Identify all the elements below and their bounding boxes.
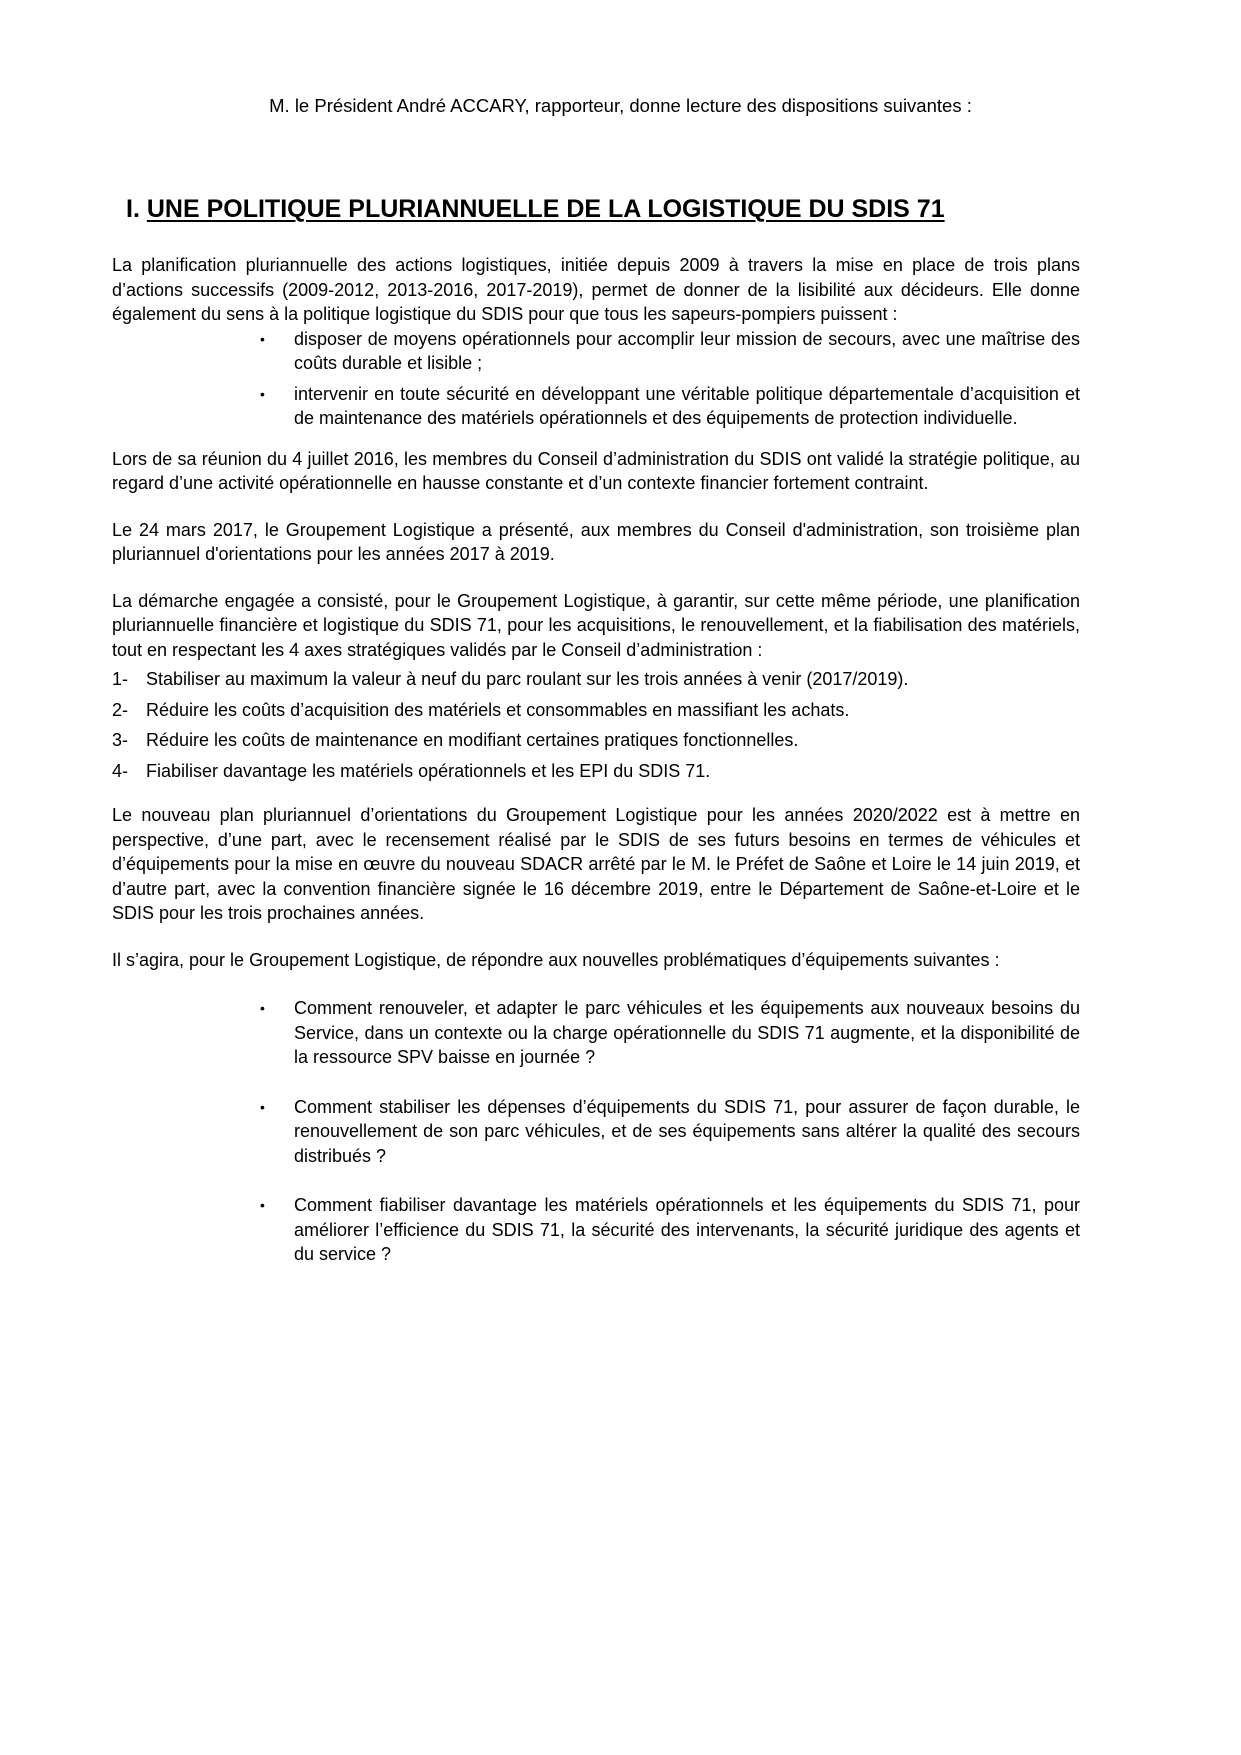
bullet-icon: • [260,330,265,347]
paragraph-planification: La planification pluriannuelle des actions logistiques, initiée depuis 2009 à travers la mise en place de trois plans d’actions successifs (2009-2012, 2013-2016, 2017-2019), permet de donner de la lisibilité aux décideurs. Elle donne également du sens à la politique logistique du SDIS pour que tous les sapeurs-pompiers puissent : [112,255,1080,324]
bullet-text: Comment fiabiliser davantage les matériels opérationnels et les équipements du SDIS 71, pour améliorer l’efficience du SDIS 71, la sécurité des intervenants, la sécurité juridique des agents et du service ? [294,1195,1080,1264]
axis-item [112,759,1080,784]
axis-item [112,728,1080,753]
axis-number: 3- [112,730,129,750]
bullet-item [260,327,1080,376]
axis-item [112,698,1080,723]
intro-line: M. le Président André ACCARY, rapporteur, donne lecture des dispositions suivantes : [269,95,972,116]
bullet-item [260,996,1080,1070]
paragraph-problematiques: Il s’agira, pour le Groupement Logistique, de répondre aux nouvelles problématiques d’équipements suivantes : [112,949,1000,970]
axis-number: 1- [112,669,129,689]
bullet-text: intervenir en toute sécurité en développant une véritable politique départementale d’acquisition et de maintenance des matériels opérationnels et des équipements de protection individuelle. [294,383,1080,428]
paragraph-nouveau-plan: Le nouveau plan pluriannuel d’orientations du Groupement Logistique pour les années 2020/2022 est à mettre en perspective, d’une part, avec le recensement réalisé par le SDIS de ses futurs besoins en termes de véhicules et d’équipements pour la mise en œuvre du nouveau SDACR arrêté par le M. le Préfet de Saône et Loire le 14 juin 2019, et d’autre part, avec la convention financière signée le 16 décembre 2019, entre le Département de Saône-et-Loire et le SDIS pour les trois prochaines années. [112,805,1080,923]
bullet-item [260,382,1080,431]
axis-item [112,667,1080,692]
bullet-text: disposer de moyens opérationnels pour accomplir leur mission de secours, avec une maîtrise des coûts durable et lisible ; [294,328,1080,373]
bullet-text: Comment renouveler, et adapter le parc véhicules et les équipements aux nouveaux besoins du Service, dans un contexte ou la charge opérationnelle du SDIS 71 augmente, et la disponibilité de la ressource SPV baisse en journée ? [294,998,1080,1067]
axis-text: Réduire les coûts d’acquisition des matériels et consommables en massifiant les achats. [146,699,850,720]
axis-text: Fiabiliser davantage les matériels opérationnels et les EPI du SDIS 71. [146,760,711,781]
bullet-icon: • [260,1000,265,1016]
bullet-icon: • [260,385,265,402]
paragraph-reunion: Lors de sa réunion du 4 juillet 2016, les membres du Conseil d’administration du SDIS ont validé la stratégie politique, au regard d’une activité opérationnelle en hausse constante et d’un contexte financier fortement contraint. [112,448,1080,493]
bullet-list-questions [112,996,1080,1267]
section-number: I. [126,195,140,223]
axis-number: 2- [112,699,129,720]
paragraph-plan-2017: Le 24 mars 2017, le Groupement Logistique a présenté, aux membres du Conseil d'administration, son troisième plan pluriannuel d'orientations pour les années 2017 à 2019. [112,519,1080,564]
bullet-list-objectives [112,327,1080,431]
paragraph-demarche: La démarche engagée a consisté, pour le Groupement Logistique, à garantir, sur cette même période, une planification pluriannuelle financière et logistique du SDIS 71, pour les acquisitions, le renouvellement, et la fiabilisation des matériels, tout en respectant les 4 axes stratégiques validés par le Conseil d’administration : [112,590,1080,660]
section-heading [126,193,945,225]
section-title: UNE POLITIQUE PLURIANNUELLE DE LA LOGISTIQUE DU SDIS 71 [146,195,945,223]
bullet-icon: • [260,1098,265,1115]
bullet-item [260,1193,1080,1267]
axis-number: 4- [112,760,129,781]
bullet-icon: • [260,1197,265,1213]
bullet-item [260,1095,1080,1169]
document-body [112,253,1080,1292]
strategic-axes-list [112,667,1080,783]
bullet-text: Comment stabiliser les dépenses d’équipements du SDIS 71, pour assurer de façon durable, le renouvellement de son parc véhicules, et de ses équipements sans altérer la qualité des secours distribués ? [294,1096,1080,1166]
axis-text: Stabiliser au maximum la valeur à neuf du parc roulant sur les trois années à venir (2017/2019). [146,669,909,689]
axis-text: Réduire les coûts de maintenance en modifiant certaines pratiques fonctionnelles. [146,730,799,750]
